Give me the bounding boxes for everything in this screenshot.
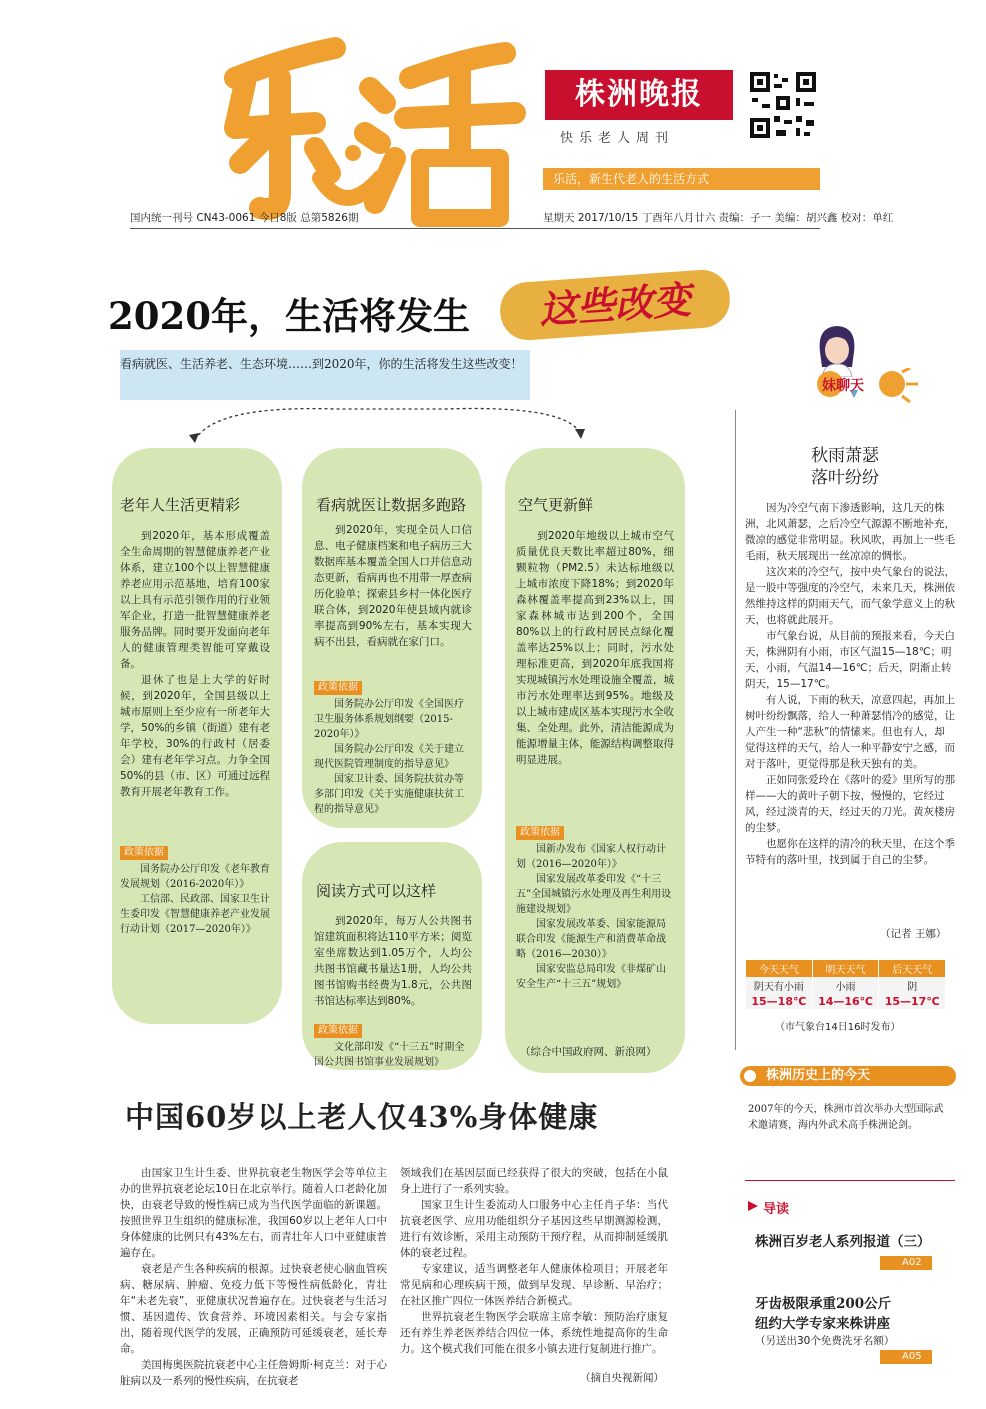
chat-column-badge xyxy=(802,368,922,404)
weather-temp: 15—18℃ xyxy=(746,994,813,1009)
history-bullet-icon xyxy=(744,1070,756,1082)
column-body: 到2020年，基本形成覆盖全生命周期的智慧健康养老产业体系，建立100个以上智慧健康养老应用示范基地，培育100家以上具有示范引领作用的行业领军企业，打造一批智慧健康养老服务品牌。同时要开发面向老年人的健康管理类智能可穿戴设备。 退休了也是上大学的好时候，到2020年，全国县级以上城市原则上至少应有一所老年大学，50%的乡镇（街道）建有老年学校，30%的行政村（居委会）建有老年学习点。力争全国50%的县（市、区）可通过远程教育开展老年教育工作。 xyxy=(120,530,270,798)
guide-rule xyxy=(745,1180,955,1181)
column-title: 老年人生活更精彩 xyxy=(120,496,241,514)
policy-label: 政策依据 xyxy=(314,681,362,695)
qr-code-icon xyxy=(748,70,818,140)
arrow-right-icon xyxy=(746,1199,760,1213)
article-column-left: 由国家卫生计生委、世界抗衰老生物医学会等单位主办的世界抗衰老论坛10日在北京举行。随着人口老龄化加快，由衰老导致的慢性病已成为当代医学面临的新课题。按照世界卫生组织的健康标准，我国60岁以上老年人口中身体健康的比例只有43%左右，而青壮年人口中亚健康普遍存在。 衰老是产生各种疾病的根源。过快衰老使心脑血管疾病、糖尿病、肿瘤、免疫力低下等慢性病低龄化，青壮年“未老先衰”，亚健康状况普遍存在。过快衰老与生活习惯、基因遗传、饮食营养、环境因素相关。与会专家指出，随着现代医学的发展，正确预防可延缓衰老，延长寿命。 美国梅奥医院抗衰老中心主任詹姆斯·柯克兰：对于心脏病以及一系列的慢性疾病，在抗衰老 xyxy=(120,1167,387,1387)
weekly-subtitle: 快乐老人周刊 xyxy=(560,131,675,146)
weather-table xyxy=(745,960,945,1009)
slogan-bar: 乐活，新生代老人的生活方式 xyxy=(543,168,820,190)
column-title: 看病就医让数据多跑路 xyxy=(316,496,467,514)
article-source: （摘自央视新闻） xyxy=(580,1372,664,1384)
column-body: 到2020年地级以上城市空气质量优良天数比率超过80%，细颗粒物（PM2.5）未达标地级以上城市浓度下降18%；到2020年森林覆盖率提高到23%以上，国家森林城市达到200个，全国80%以上的行政村居民点绿化覆盖率达25%以上；同时，污水处理标准更高，到2020年底我国将实现城镇污水处理设施全覆盖，城市污水处理率达到95%。地级及以上城市建成区基本实现污水全收集、全处理。此外，清洁能源成为能源增量主体，能源结构调整取得明显进展。 xyxy=(516,530,674,766)
history-title: 株洲历史上的今天 xyxy=(740,1066,956,1086)
guide-item-2-sub: （另送出30个免费洗牙名额） xyxy=(755,1335,895,1347)
policy-list: 国新办发布《国家人权行动计划（2016—2020年）》 国家发展改革委印发《“十三五”全国城镇污水处理及再生利用设施建设规划》 国家发展改革委、国家能源局联合印发《能源生产和消费革命战略（2016—2030）》 国家安监总局印发《非煤矿山安全生产“十三五”规划》 xyxy=(516,844,672,990)
policy-list: 国务院办公厅印发《老年教育发展规划（2016-2020年）》 工信部、民政部、国家卫生计生委印发《智慧健康养老产业发展行动计划（2017—2020年）》 xyxy=(120,864,270,935)
column-title: 阅读方式可以这样 xyxy=(316,882,437,900)
chat-body: 因为冷空气南下渗透影响，这几天的株洲，北风萧瑟，之后冷空气源源不断地补充，微凉的感觉非常明显。秋风吹，再加上一些毛毛雨，秋天展现出一丝凉凉的惆怅。 这次来的冷空气，按中央气象台的说法，是一股中等强度的冷空气，未来几天，株洲依然维持这样的阴雨天气，而气象学意义上的秋天，也将就此展开。 市气象台说，从目前的预报来看，今天白天，株洲阴有小雨，市区气温15—18℃；明天，小雨，气温14—16℃；后天，阴渐止转阴天，15—17℃。 有人说，下雨的秋天，凉意四起，再加上树叶纷纷飘落，给人一种萧瑟悄冷的感觉，让人产生一种“悲秋”的情愫来。但也有人，却觉得这样的天气，给人一种平静安宁之感，而对于落叶，更觉得那是秋天独有的美。 正如同张爱玲在《落叶的爱》里所写的那样——大的黄叶子朝下按，慢慢的，它经过风，经过淡青的天，经过天的刀光。黄灰楼房的尘梦。 也愿你在这样的清冷的秋天里，在这个季节特有的落叶里，找到属于自己的尘梦。 xyxy=(745,502,955,866)
weather-temp: 14—16℃ xyxy=(812,994,879,1009)
guide-item-1[interactable]: 株洲百岁老人系列报道（三） xyxy=(755,1234,931,1250)
issue-info: 国内统一刊号 CN43-0061 今日8版 总第5826期 xyxy=(130,212,359,224)
policy-list: 国务院办公厅印发《全国医疗卫生服务体系规划纲要（2015-2020年）》 国务院办公厅印发《关于建立现代医院管理制度的指导意见》 国家卫计委、国务院扶贫办等多部门印发《关于实施健康扶贫工程的指导意见》 xyxy=(314,699,464,815)
weather-header: 明天天气 xyxy=(812,960,879,977)
weather-condition: 小雨 xyxy=(812,977,879,994)
guide-label: 导读 xyxy=(763,1202,790,1217)
chat-title: 秋雨萧瑟 落叶纷纷 xyxy=(811,446,879,488)
policy-list: 文化部印发《“十三五”时期全国公共图书馆事业发展规划》 xyxy=(314,1042,465,1068)
intro-text: 看病就医、生活养老、生态环境……到2020年，你的生活将发生这些改变！ xyxy=(120,357,523,371)
column-body: 到2020年，实现全员人口信息、电子健康档案和电子病历三大数据库基本覆盖全国人口并信息动态更新，看病再也不用带一厚查病历化验单；探索县乡村一体化医疗联合体，到2020年使县域内就诊率提高到90%左右，基本实现大病不出县，看病就在家门口。 xyxy=(314,524,472,648)
article-column-right: 领域我们在基因层面已经获得了很大的突破，包括在小鼠身上进行了一系列实验。 国家卫生计生委流动人口服务中心主任肖子华：当代抗衰老医学、应用功能组织分子基因这些早期测源检测，进行有效诊断，采用主动预防干预疗程，从而抑制延缓肌体的衰老过程。 专家建议，适当调整老年人健康体检项目；开展老年常见病和心理疾病干预，做到早发现、早诊断、早治疗；在社区推广四位一体医养结合新模式。 世界抗衰老生物医学会联席主席李敏：预防治疗康复还有养生养老医养结合四位一体，系统性地提高你的生命力。这个模式我们可能在很多小镇去进行复制进行推广。 xyxy=(400,1167,668,1355)
policy-label: 政策依据 xyxy=(120,846,168,860)
paper-name: 株洲晚报 xyxy=(545,70,733,120)
column-title: 空气更新鲜 xyxy=(518,496,594,514)
feature-headline: 2020年，生活将发生 xyxy=(108,294,470,338)
weather-header: 后天天气 xyxy=(879,960,945,977)
weather-condition: 阴 xyxy=(879,977,945,994)
weather-condition: 阴天有小雨 xyxy=(746,977,813,994)
date-editor-info: 星期天 2017/10/15 丁酉年八月廿六 责编：子一 美编：胡兴鑫 校对：单红 xyxy=(543,212,894,224)
article-headline: 中国60岁以上老人仅43%身体健康 xyxy=(125,1100,599,1134)
weather-header: 今天天气 xyxy=(746,960,813,977)
headline-highlight: 这些改变 xyxy=(498,268,731,342)
page-tag-a02[interactable]: A02 xyxy=(880,1256,932,1270)
policy-label: 政策依据 xyxy=(516,826,564,840)
connector-arrows xyxy=(185,395,595,445)
feature-source: （综合中国政府网、新浪网） xyxy=(520,1046,657,1058)
weather-note: （市气象台14日16时发布） xyxy=(775,1022,901,1033)
masthead-rule xyxy=(130,228,820,229)
policy-label: 政策依据 xyxy=(314,1024,362,1038)
history-text: 2007年的今天，株洲市首次举办大型国际武术邀请赛，海内外武术高手株洲论剑。 xyxy=(748,1104,944,1131)
page-tag-a05[interactable]: A05 xyxy=(880,1350,932,1364)
column-body: 到2020年，每万人公共图书馆建筑面积将达110平方米；阅览室坐席数达到1.05万个，人均公共图书馆藏书量达1册，人均公共图书馆购书经费为1.8元，公共图书馆达标率达到80%。 xyxy=(314,915,472,1007)
chat-label-text: 妹聊天 xyxy=(822,378,864,394)
reporter-byline: （记者 王娜） xyxy=(880,928,947,940)
lehuo-logo xyxy=(205,18,535,238)
column-divider xyxy=(735,410,736,1050)
weather-temp: 15—17℃ xyxy=(879,994,945,1009)
guide-item-2[interactable]: 牙齿极限承重200公斤 纽约大学专家来株讲座 xyxy=(755,1296,892,1332)
